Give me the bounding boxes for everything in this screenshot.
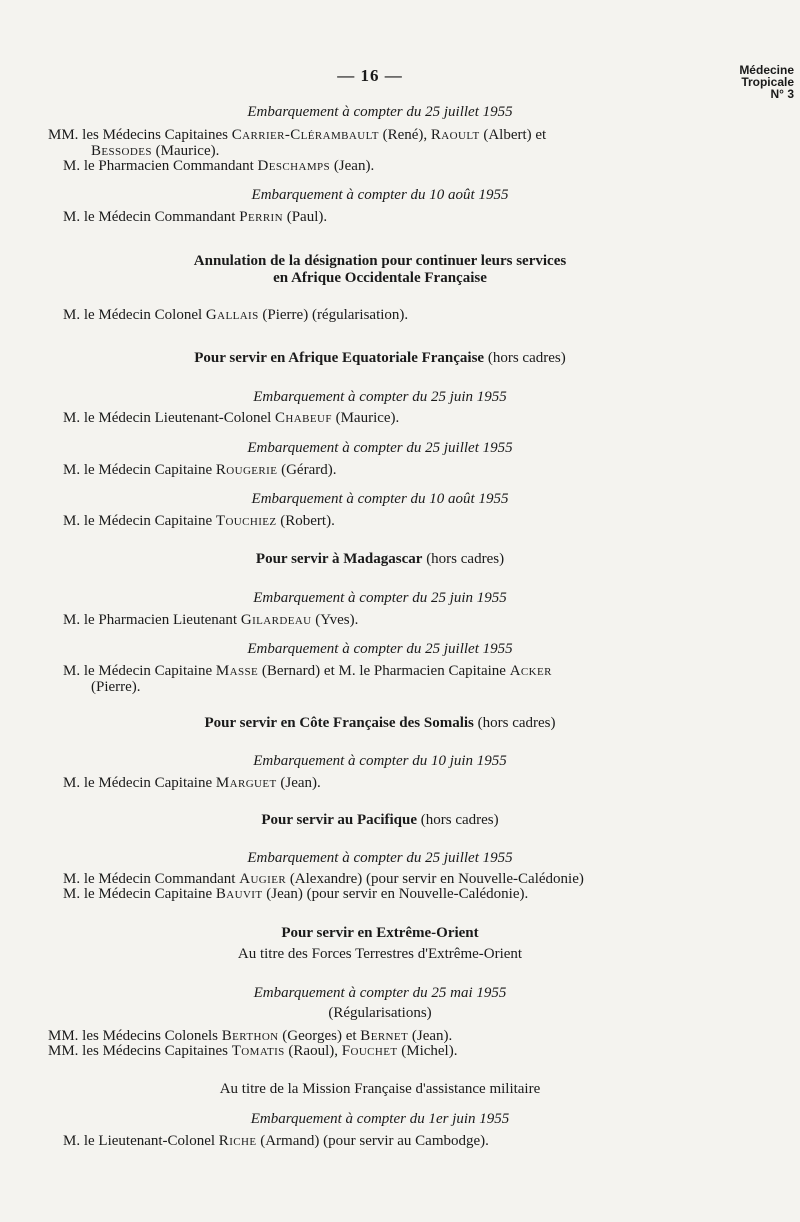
entry-line: M. le Pharmacien Lieutenant Gilardeau (Yves). xyxy=(63,612,359,628)
embarkation-date: Embarquement à compter du 25 juillet 1955 xyxy=(247,440,513,456)
entry-line: M. le Médecin Colonel Gallais (Pierre) (régularisation). xyxy=(63,307,409,323)
embarkation-date: Embarquement à compter du 25 juin 1955 xyxy=(253,590,507,606)
entry-line: MM. les Médecins Capitaines Carrier-Clérambault (René), Raoult (Albert) et xyxy=(48,127,547,143)
entry-line: M. le Médecin Capitaine Touchiez (Robert). xyxy=(63,513,335,529)
embarkation-date: Embarquement à compter du 25 juillet 1955 xyxy=(247,641,513,657)
entry-line: Bessodes (Maurice). xyxy=(91,143,220,159)
corner-line-2: Tropicale xyxy=(741,75,794,89)
entry-line: M. le Médecin Capitaine Rougerie (Gérard). xyxy=(63,462,337,478)
entry-line: M. le Médecin Capitaine Marguet (Jean). xyxy=(63,775,321,791)
entry-line: M. le Pharmacien Commandant Deschamps (Jean). xyxy=(63,158,375,174)
note: (Régularisations) xyxy=(328,1005,432,1021)
page-number: — 16 — xyxy=(337,66,403,85)
section-heading: Pour servir à Madagascar (hors cadres) xyxy=(255,551,505,567)
entry-line: M. le Lieutenant-Colonel Riche (Armand) (pour servir au Cambodge). xyxy=(63,1133,489,1149)
embarkation-date: Embarquement à compter du 1er juin 1955 xyxy=(250,1111,510,1127)
journal-corner-label xyxy=(684,64,794,100)
corner-line-3: N° 3 xyxy=(770,87,794,101)
section-heading: Pour servir au Pacifique (hors cadres) xyxy=(261,812,499,828)
embarkation-date: Embarquement à compter du 25 mai 1955 xyxy=(253,985,507,1001)
embarkation-date: Embarquement à compter du 10 août 1955 xyxy=(251,187,509,203)
entry-line: (Pierre). xyxy=(91,679,141,695)
embarkation-date: Embarquement à compter du 25 juillet 1955 xyxy=(247,850,513,866)
section-heading: Pour servir en Côte Française des Somalis (hors cadres) xyxy=(204,715,556,731)
section-subheading: Au titre de la Mission Française d'assistance militaire xyxy=(219,1081,541,1097)
entry-line: M. le Médecin Commandant Augier (Alexandre) (pour servir en Nouvelle-Calédonie) xyxy=(63,871,584,887)
embarkation-date: Embarquement à compter du 25 juillet 1955 xyxy=(247,104,513,120)
section-heading: Annulation de la désignation pour continuer leurs services xyxy=(193,253,567,269)
embarkation-date: Embarquement à compter du 25 juin 1955 xyxy=(253,389,507,405)
embarkation-date: Embarquement à compter du 10 août 1955 xyxy=(251,491,509,507)
section-subheading: Au titre des Forces Terrestres d'Extrême-Orient xyxy=(237,946,523,962)
entry-line: M. le Médecin Lieutenant-Colonel Chabeuf (Maurice). xyxy=(63,410,400,426)
entry-line: M. le Médecin Capitaine Bauvit (Jean) (pour servir en Nouvelle-Calédonie). xyxy=(63,886,529,902)
entry-line: M. le Médecin Capitaine Masse (Bernard) et M. le Pharmacien Capitaine Acker xyxy=(63,663,552,679)
entry-line: MM. les Médecins Colonels Berthon (Georges) et Bernet (Jean). xyxy=(48,1028,453,1044)
section-heading: Pour servir en Afrique Equatoriale Française (hors cadres) xyxy=(194,350,566,366)
section-heading: en Afrique Occidentale Française xyxy=(273,270,487,286)
entry-line: M. le Médecin Commandant Perrin (Paul). xyxy=(63,209,328,225)
entry-line: MM. les Médecins Capitaines Tomatis (Raoul), Fouchet (Michel). xyxy=(48,1043,458,1059)
corner-line-1: Médecine xyxy=(739,63,794,77)
section-heading: Pour servir en Extrême-Orient xyxy=(281,925,479,941)
embarkation-date: Embarquement à compter du 10 juin 1955 xyxy=(253,753,507,769)
